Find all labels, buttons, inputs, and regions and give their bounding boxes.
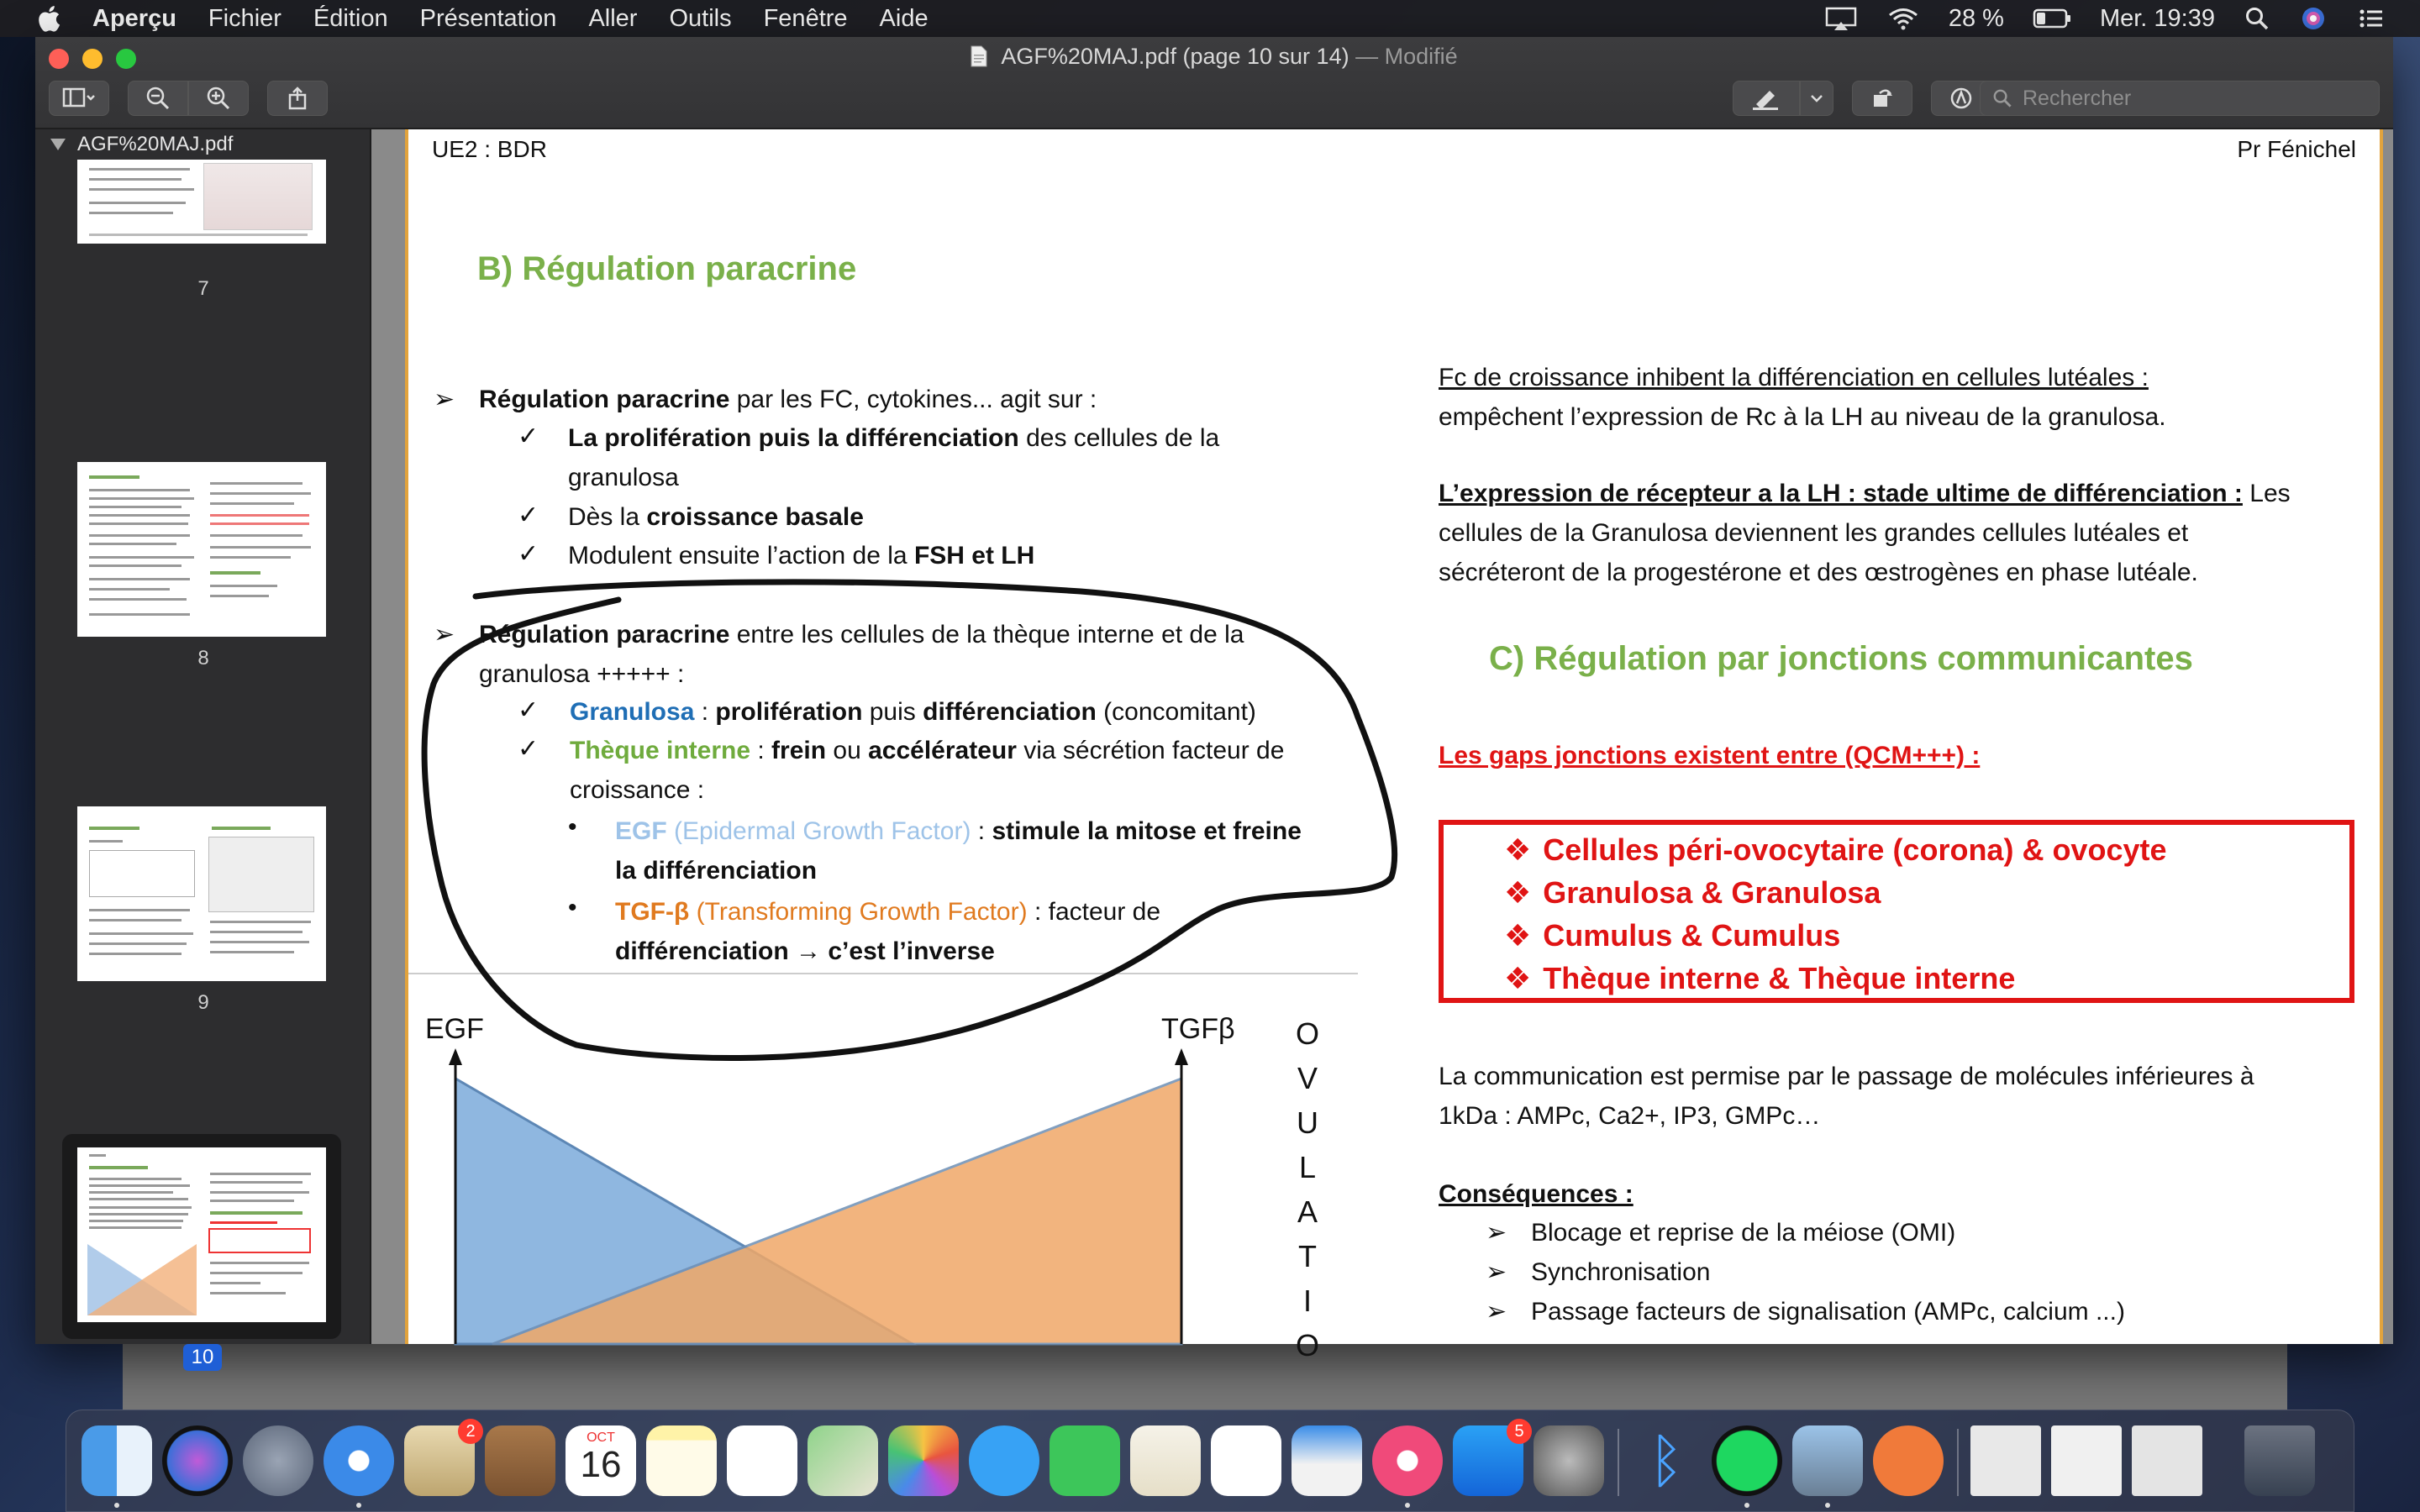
search-icon (1992, 88, 2012, 108)
lh-receptor-heading: L’expression de récepteur a la LH : stade ultime de différenciation : (1439, 480, 2243, 507)
menu-window[interactable]: Fenêtre (763, 4, 848, 32)
numbers-icon[interactable] (1211, 1425, 1281, 1496)
egf-effect-2: la différenciation (615, 857, 818, 885)
zoom-in-icon (206, 86, 231, 111)
running-indicator (1825, 1503, 1830, 1508)
checkmark-icon: ✓ (518, 735, 539, 763)
gap-junction-text: Cellules péri-ovocytaire (corona) & ovocyte (1543, 832, 2167, 867)
direct-mail-icon[interactable] (1873, 1425, 1944, 1496)
siri-app-icon[interactable] (162, 1425, 233, 1496)
check-theque (570, 731, 1284, 770)
gap-junction-text: Thèque interne & Thèque interne (1543, 961, 2016, 995)
diamond-bullet-icon: ❖ (1504, 875, 1532, 910)
round-bullet-icon: • (568, 813, 577, 841)
connector: ou (826, 737, 869, 764)
diamond-bullet-icon: ❖ (1504, 918, 1532, 953)
tgf-label: TGF-β (615, 898, 690, 926)
checkmark-icon: ✓ (518, 501, 539, 529)
lh-receptor-line2: cellules de la Granulosa deviennent les grandes cellules lutéales et (1439, 519, 2189, 547)
granulosa-label: Granulosa (570, 698, 695, 726)
pages-icon[interactable] (1130, 1425, 1201, 1496)
finder-icon[interactable] (82, 1425, 152, 1496)
search-field[interactable] (1980, 81, 2380, 116)
running-indicator (356, 1503, 361, 1508)
dock-separator (1957, 1429, 1959, 1496)
minimized-window-thumbnail[interactable] (2051, 1425, 2122, 1496)
page-number-10-selected: 10 (183, 1344, 222, 1371)
running-indicator (114, 1503, 119, 1508)
document-view[interactable] (371, 129, 2393, 1362)
ovulation-letter: A (1297, 1194, 1318, 1229)
tgf-rest: : facteur de (1027, 898, 1161, 926)
growth-factor-heading: Fc de croissance inhibent la différenciation en cellules lutéales : (1439, 364, 2149, 391)
egf-fullname: (Epidermal Growth Factor) (666, 817, 971, 845)
thumbnail-page-7[interactable] (77, 160, 326, 244)
system-preferences-icon[interactable] (1534, 1425, 1604, 1496)
spotlight-search-icon[interactable] (2244, 6, 2270, 31)
menu-bar (0, 0, 2420, 37)
round-bullet-icon: • (568, 894, 577, 921)
facetime-icon[interactable] (1050, 1425, 1120, 1496)
app-store-badge: 5 (1507, 1419, 1532, 1444)
zoom-in-button[interactable] (188, 81, 249, 116)
basal-bold: croissance basale (646, 503, 864, 531)
check-proliferation-line2: granulosa (568, 464, 679, 491)
title-bar (35, 37, 2393, 129)
paracrine-bold-1: Régulation paracrine (479, 386, 730, 413)
communication-line2: 1kDa : AMPc, Ca2+, IP3, GMPc… (1439, 1102, 1821, 1130)
checkmark-icon: ✓ (518, 696, 539, 724)
consequence-item: Blocage et reprise de la méiose (OMI) (1531, 1219, 1956, 1247)
reminders-icon[interactable] (727, 1425, 797, 1496)
section-c-title: C) Régulation par jonctions communicantes (1489, 640, 2193, 677)
ovulation-vertical-label (1291, 1011, 1324, 1368)
document-title: AGF%20MAJ.pdf (page 10 sur 14) (1001, 44, 1349, 69)
running-indicator (1744, 1503, 1749, 1508)
egf-line (615, 811, 1302, 851)
gap-junctions-heading: Les gaps jonctions existent entre (QCM+++) : (1439, 742, 1981, 769)
zoom-out-icon (145, 86, 171, 111)
thumbnail-page-10[interactable] (77, 1147, 326, 1322)
proliferation-bold: La prolifération puis la différenciation (568, 424, 1019, 452)
thumbnail-page-9[interactable] (77, 806, 326, 981)
menu-app[interactable]: Aperçu (92, 4, 176, 32)
arrow-bullet-icon: ➢ (434, 621, 455, 648)
checkmark-icon: ✓ (518, 540, 539, 568)
paracrine-line-2b: granulosa +++++ : (479, 660, 685, 688)
arrow-bullet-icon: ➢ (1486, 1298, 1507, 1326)
check-proliferation (568, 418, 1219, 458)
window-title (35, 44, 2393, 70)
rotate-button[interactable] (1852, 81, 1912, 116)
gap-junction-item (1504, 828, 2349, 871)
calendar-day: 16 (580, 1444, 622, 1485)
modulate-pre: Modulent ensuite l’action de la (568, 542, 914, 570)
maps-icon[interactable] (808, 1425, 878, 1496)
keynote-icon[interactable] (1292, 1425, 1362, 1496)
consequence-item: Passage facteurs de signalisation (AMPc, calcium ...) (1531, 1298, 2125, 1326)
sidebar-file-header[interactable] (35, 129, 370, 160)
disclosure-triangle-icon[interactable] (50, 139, 66, 150)
granulosa-note: (concomitant) (1096, 698, 1256, 726)
section-b-title: B) Régulation paracrine (477, 250, 857, 287)
paracrine-line-1 (479, 380, 1097, 419)
figure-tgf-label: TGFβ (1161, 1013, 1235, 1045)
separator: : (750, 737, 772, 764)
preview-window (35, 37, 2393, 1368)
diamond-bullet-icon: ❖ (1504, 832, 1532, 867)
egf-label: EGF (615, 817, 667, 845)
gap-junctions-box (1439, 820, 2354, 1003)
arrow-bullet-icon: ➢ (1486, 1258, 1507, 1286)
paracrine-line-2 (479, 615, 1244, 654)
page-number-9: 9 (197, 991, 209, 1014)
dock-separator (1618, 1429, 1619, 1496)
preview-app-icon[interactable] (1792, 1425, 1863, 1496)
communication-line1: La communication est permise par le passage de molécules inférieures à (1439, 1063, 2254, 1090)
diamond-bullet-icon: ❖ (1504, 961, 1532, 995)
tgf-line (615, 892, 1160, 932)
contacts-icon[interactable] (485, 1425, 555, 1496)
paracrine-bold-2: Régulation paracrine (479, 621, 730, 648)
thumbnail-sidebar (35, 129, 371, 1368)
arrow-bullet-icon: ➢ (434, 386, 455, 413)
apple-menu-icon[interactable] (34, 3, 62, 34)
menubar-clock[interactable]: Mer. 19:39 (2099, 4, 2215, 32)
growth-factor-body: empêchent l’expression de Rc à la LH au niveau de la granulosa. (1439, 403, 2166, 431)
thumbnail-page-8[interactable] (77, 462, 326, 637)
calendar-icon[interactable] (566, 1425, 636, 1496)
menu-tools[interactable]: Outils (669, 4, 732, 32)
menu-file[interactable]: Fichier (208, 4, 281, 32)
pdf-page (405, 129, 2383, 1362)
background-window (123, 1344, 2287, 1410)
frein-bold: frein (771, 737, 827, 764)
pdf-document-icon (971, 45, 987, 67)
spotify-icon[interactable] (1712, 1425, 1782, 1496)
proliferation-rest: des cellules de la (1018, 424, 1220, 452)
safari-icon[interactable] (324, 1425, 394, 1496)
bluetooth-icon[interactable]: ᛒ (1649, 1428, 1684, 1494)
page-number-7: 7 (197, 277, 209, 300)
page-header-left: UE2 : BDR (432, 136, 547, 162)
notification-center-icon[interactable] (2356, 6, 2386, 31)
trash-icon[interactable] (2244, 1425, 2315, 1496)
ovulation-letter: T (1298, 1239, 1317, 1273)
gap-junction-text: Granulosa & Granulosa (1543, 875, 1881, 910)
paracrine-rest-1: par les FC, cytokines... agit sur : (729, 386, 1097, 413)
search-input[interactable] (2023, 87, 2359, 111)
menu-go[interactable]: Aller (588, 4, 638, 32)
gap-junction-item (1504, 914, 2349, 957)
photos-icon[interactable] (888, 1425, 959, 1496)
menu-edit[interactable]: Édition (313, 4, 388, 32)
highlighter-icon (1749, 86, 1783, 111)
separator: : (971, 817, 992, 845)
basal-pre: Dès la (568, 503, 647, 531)
mail-badge: 2 (458, 1419, 483, 1444)
messages-icon[interactable] (969, 1425, 1039, 1496)
check-theque-line2: croissance : (570, 776, 705, 804)
wifi-icon[interactable] (1886, 6, 1920, 31)
fsh-lh-bold: FSH et LH (913, 542, 1035, 570)
lh-receptor-line1 (1439, 474, 2291, 513)
thumbnail-chart-preview (87, 1240, 197, 1315)
rotate-icon (1870, 86, 1895, 111)
ovulation-letter: V (1297, 1061, 1318, 1095)
running-indicator (1405, 1503, 1410, 1508)
check-granulosa (570, 692, 1256, 732)
ovulation-letter: O (1295, 1016, 1319, 1051)
page-number-8: 8 (197, 647, 209, 669)
ovulation-letter: L (1298, 1150, 1317, 1184)
highlight-options-dropdown[interactable] (1800, 81, 1833, 116)
zoom-out-button[interactable] (128, 81, 188, 116)
markup-highlight-button[interactable] (1733, 81, 1800, 116)
granulosa-differentiation: différenciation (923, 698, 1097, 726)
minimized-window-thumbnail[interactable] (1970, 1425, 2041, 1496)
paracrine-rest-2: entre les cellules de la thèque interne et de la (729, 621, 1244, 648)
airplay-icon[interactable] (1824, 6, 1858, 31)
sidebar-icon (62, 86, 96, 111)
gap-junction-item (1504, 957, 2349, 1000)
launchpad-icon[interactable] (243, 1425, 313, 1496)
tgf-line2 (615, 932, 995, 971)
menu-help[interactable]: Aide (879, 4, 929, 32)
gap-junction-text: Cumulus & Cumulus (1543, 918, 1841, 953)
battery-percent: 28 % (1948, 4, 2004, 32)
page-header-right: Pr Fénichel (2237, 136, 2356, 162)
consequence-item: Synchronisation (1531, 1258, 1711, 1286)
separator: : (694, 698, 716, 726)
siri-icon[interactable] (2299, 6, 2328, 31)
ovulation-letter: U (1297, 1105, 1318, 1140)
menu-view[interactable]: Présentation (419, 4, 557, 32)
minimized-window-thumbnail[interactable] (2132, 1425, 2202, 1496)
checkmark-icon: ✓ (518, 423, 539, 450)
markup-pen-icon (1949, 86, 1974, 111)
sidebar-file-name: AGF%20MAJ.pdf (77, 133, 234, 155)
battery-icon[interactable] (2033, 6, 2071, 31)
connector: puis (862, 698, 923, 726)
check-basal-growth (568, 497, 864, 537)
music-icon[interactable] (1372, 1425, 1443, 1496)
chevron-down-icon (1808, 86, 1825, 111)
gap-junction-item (1504, 871, 2349, 914)
share-icon (285, 86, 310, 111)
sidebar-toggle-button[interactable] (49, 81, 109, 116)
accelerateur-bold: accélérateur (868, 737, 1017, 764)
arrow-bullet-icon: ➢ (1486, 1219, 1507, 1247)
ovulation-letter: O (1295, 1328, 1319, 1362)
dock (66, 1410, 2354, 1512)
tgf-effect-2: différenciation → c’est l’inverse (615, 937, 995, 965)
notes-icon[interactable] (646, 1425, 717, 1496)
modified-label: — Modifié (1355, 44, 1458, 69)
theque-rest: via sécrétion facteur de (1016, 737, 1285, 764)
tgf-fullname: (Transforming Growth Factor) (689, 898, 1028, 926)
egf-effect: stimule la mitose et freine (992, 817, 1302, 845)
granulosa-proliferation: prolifération (715, 698, 863, 726)
share-button[interactable] (267, 81, 328, 116)
lh-receptor-line3: sécréteront de la progestérone et des œstrogènes en phase lutéale. (1439, 559, 2198, 586)
lh-receptor-rest: Les (2242, 480, 2291, 507)
figure-egf-label: EGF (425, 1013, 484, 1045)
egf-line2 (615, 851, 817, 890)
calendar-month: OCT (587, 1431, 615, 1445)
ovulation-letter: I (1302, 1284, 1312, 1318)
theque-label: Thèque interne (570, 737, 751, 764)
consequences-heading: Conséquences : (1439, 1180, 1634, 1208)
check-modulate-fsh (568, 536, 1034, 575)
